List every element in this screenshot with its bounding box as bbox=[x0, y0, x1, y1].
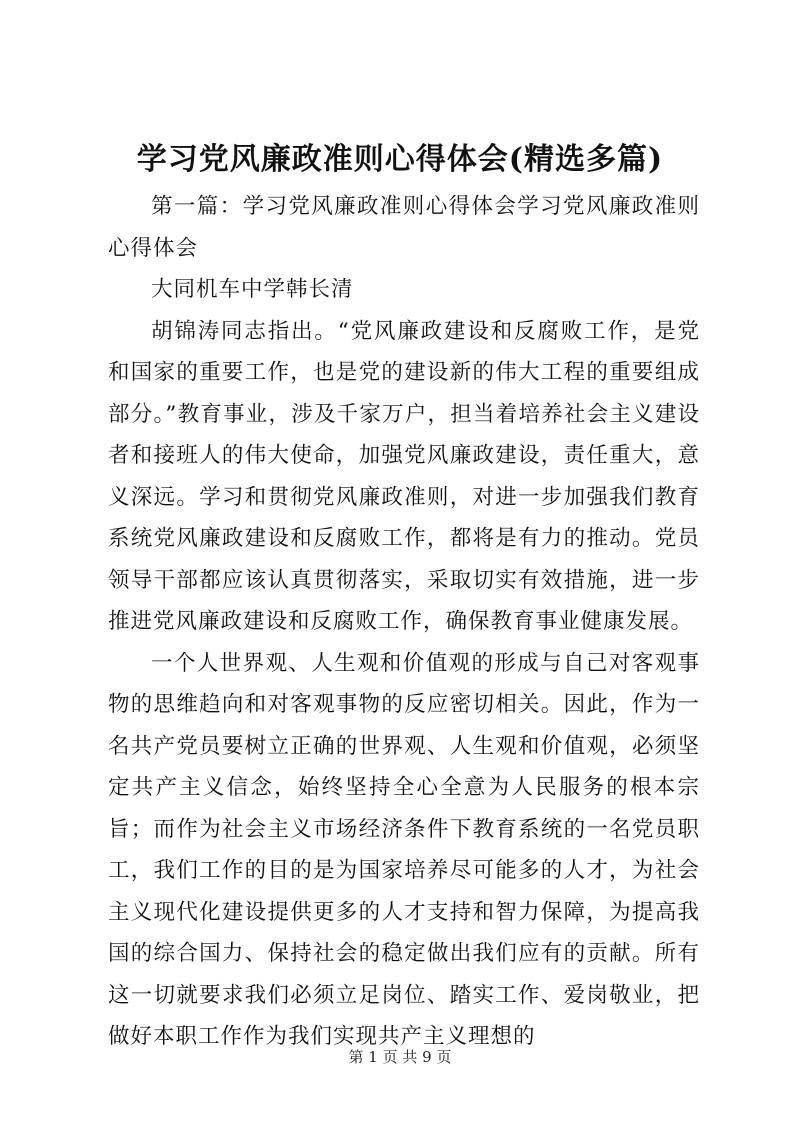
page-number-footer: 第 1 页 共 9 页 bbox=[348, 1048, 452, 1066]
section-heading: 第一篇：学习党风廉政准则心得体会学习党风廉政准则心得体会 bbox=[108, 194, 700, 261]
body-paragraph: 一个人世界观、人生观和价值观的形成与自己对客观事物的思维趋向和对客观事物的反应密切相关。因此，作为一名共产党员要树立正确的世界观、人生观和价值观，必须坚定共产主义信念，始终坚持全心全意为人民服务的根本宗旨；而作为社会主义市场经济条件下教育系统的一名党员职工，我们工作的目的是为国家培养尽可能多的人才，为社会主义现代化建设提供更多的人才支持和智力保障，为提高我国的综合国力、保持社会的稳定做出我们应有的贡献。所有这一切就要求我们必须立足岗位、踏实工作、爱岗敬业，把做好本职工作作为我们实现共产主义理想的 bbox=[108, 650, 700, 1049]
document-title: 学习党风廉政准则心得体会(精选多篇) bbox=[136, 142, 664, 177]
author-line: 大同机车中学韩长清 bbox=[151, 277, 354, 302]
body-paragraph: 胡锦涛同志指出。“党风廉政建设和反腐败工作，是党和国家的重要工作，也是党的建设新的伟大工程的重要组成部分。”教育事业，涉及千家万户，担当着培养社会主义建设者和接班人的伟大使命，加强党风廉政建设，责任重大，意义深远。学习和贯彻党风廉政准则，对进一步加强我们教育系统党风廉政建设和反腐败工作，都将是有力的推动。党员领导干部都应该认真贯彻落实，采取切实有效措施，进一步推进党风廉政建设和反腐败工作，确保教育事业健康发展。 bbox=[108, 318, 700, 634]
document-body bbox=[108, 186, 700, 1058]
